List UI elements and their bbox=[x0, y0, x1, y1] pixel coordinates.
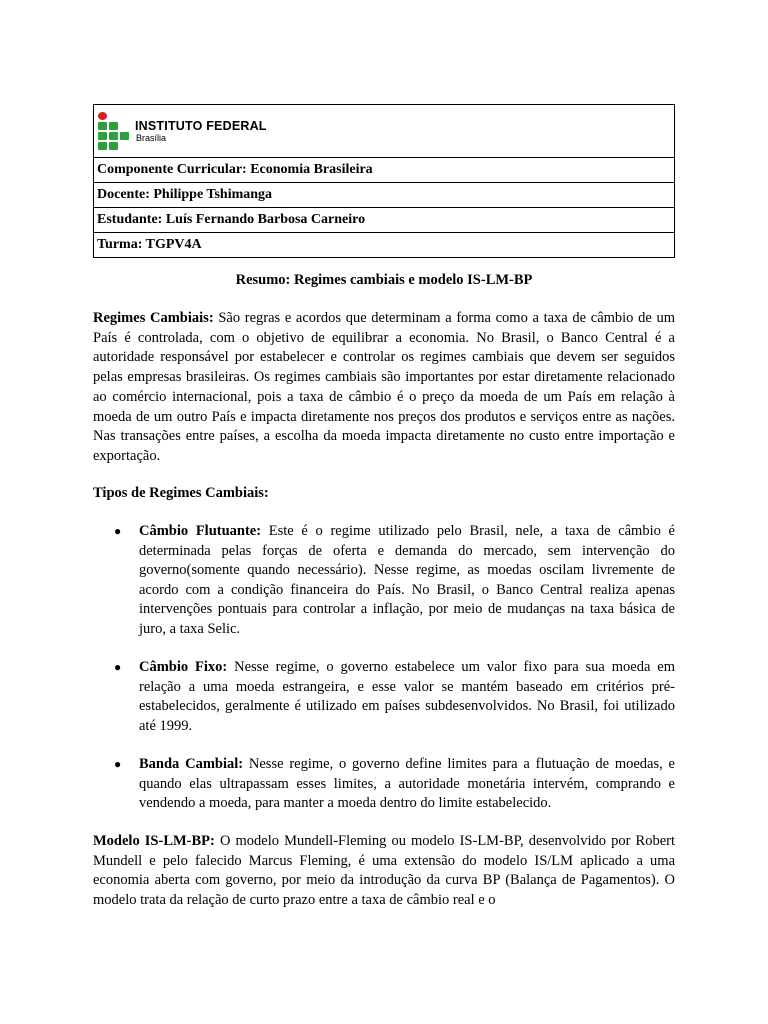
tipos-heading: Tipos de Regimes Cambiais: bbox=[93, 485, 269, 501]
bullet-dot-icon: ● bbox=[114, 660, 122, 674]
logo-line1: INSTITUTO FEDERAL bbox=[135, 118, 267, 133]
bullet-item: ● Banda Cambial: Nesse regime, o governo define limites para a flutuação de moedas, e quando elas ultrapassam esses limites, a autoridade monetária intervém, comprando e vendendo a moeda, para manter a moeda dentro do limite estabelecido. bbox=[114, 756, 675, 811]
modelo-label: Modelo IS-LM-BP: bbox=[93, 833, 215, 849]
bullet-item: ● Câmbio Flutuante: Este é o regime utilizado pelo Brasil, nele, a taxa de câmbio é determinada pelas forças de oferta e demanda do mercado, sem intervenção do governo(somente quando necessário). Nesse regime, as moedas oscilam livremente de acordo com a condição financeira do País. No Brasil, o Banco Central realiza apenas intervenções pontuais para controlar a inflação, por meio de mudanças na taxa básica de juro, a taxa Selic. bbox=[114, 523, 675, 637]
regimes-text: São regras e acordos que determinam a forma como a taxa de câmbio de um País é controlada, com o objetivo de equilibrar a economia. No Brasil, o Banco Central é a autoridade responsável por estabelecer e controlar os regimes cambiais que devem ser seguidos pelas empresas brasileiras. Os regimes cambiais são importantes por estar diretamente relacionado ao comércio internacional, pois a taxa de câmbio é o preço da moeda de um País em relação à moeda de um outro País e impacta diretamente nos preços dos produtos e serviços entre as nações. Nas transações entre países, a escolha da moeda impacta diretamente no custo entre importação e exportação. bbox=[93, 310, 675, 464]
modelo-text: O modelo Mundell-Fleming ou modelo IS-LM-BP, desenvolvido por Robert Mundell e pelo falecido Marcus Fleming, é uma extensão do modelo IS/LM aplicado a uma economia aberta com governo, por meio da introdução da curva BP (Balança de Pagamentos). O modelo trata da relação de curto prazo entre a taxa de câmbio real e o bbox=[93, 833, 675, 909]
bullet-item: ● Câmbio Fixo: Nesse regime, o governo estabelece um valor fixo para sua moeda em relação a uma moeda estrangeira, e esse valor se mantém baseado em critérios pré-estabelecidos, geralmente é utilizado em países subdesenvolvidos. No Brasil, foi utilizado até 1999. bbox=[114, 659, 675, 734]
header-table bbox=[93, 104, 675, 258]
header-row-turma: Turma: TGPV4A bbox=[94, 233, 675, 258]
logo-grid-icon bbox=[98, 112, 129, 150]
header-row-estudante: Estudante: Luís Fernando Barbosa Carneiro bbox=[94, 208, 675, 233]
bullet-dot-icon: ● bbox=[114, 524, 122, 538]
paragraph-regimes bbox=[93, 309, 675, 467]
institute-logo bbox=[97, 109, 671, 153]
paragraph-modelo bbox=[93, 832, 675, 911]
regimes-label: Regimes Cambiais: bbox=[93, 310, 214, 326]
bullet-dot-icon: ● bbox=[114, 757, 122, 771]
header-row-docente: Docente: Philippe Tshimanga bbox=[94, 183, 675, 208]
logo-cell bbox=[94, 105, 675, 158]
logo-line2: Brasília bbox=[136, 132, 167, 143]
document-title: Resumo: Regimes cambiais e modelo IS-LM-BP bbox=[235, 272, 533, 288]
header-row-componente: Componente Curricular: Economia Brasileira bbox=[94, 158, 675, 183]
